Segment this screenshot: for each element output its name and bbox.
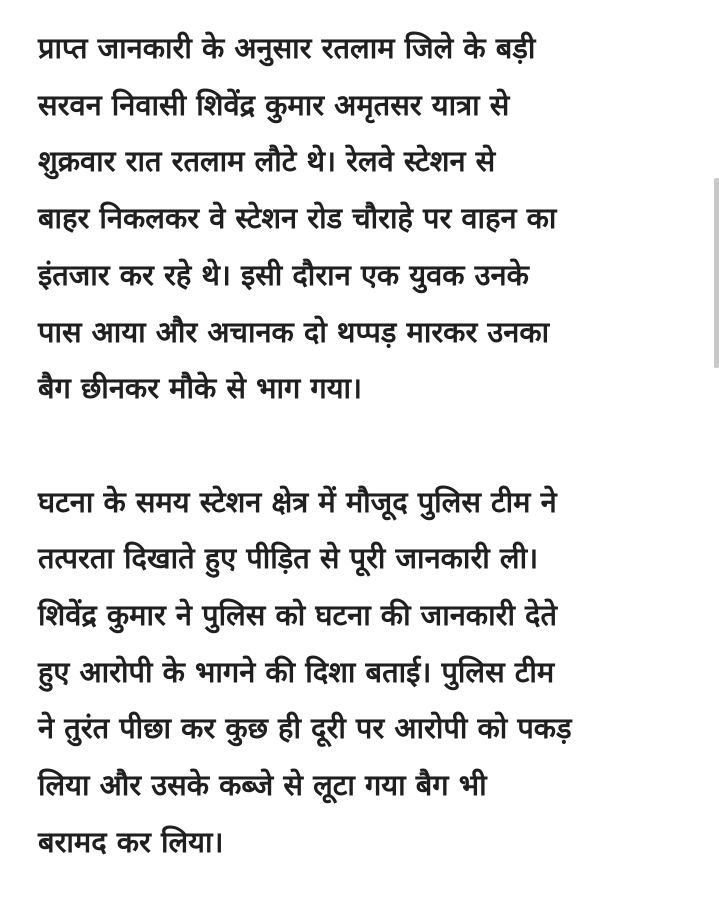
- paragraph-2-line-6: लिया और उसके कब्जे से लूटा गया बैग भी: [38, 768, 487, 803]
- article-paragraph-2: [38, 474, 688, 871]
- paragraph-1-line-3: शुक्रवार रात रतलाम लौटे थे। रेलवे स्टेशन से: [38, 144, 496, 179]
- paragraph-1-line-2: सरवन निवासी शिवेंद्र कुमार अमृतसर यात्रा से: [38, 87, 510, 122]
- paragraph-1-line-7: बैग छीनकर मौके से भाग गया।: [38, 371, 363, 406]
- paragraph-spacer: [38, 417, 688, 474]
- paragraph-2-line-1: घटना के समय स्टेशन क्षेत्र में मौजूद पुलिस टीम ने: [38, 484, 557, 519]
- paragraph-2-line-7: बरामद कर लिया।: [38, 824, 224, 859]
- article-body: [38, 20, 688, 871]
- paragraph-2-line-2: तत्परता दिखाते हुए पीड़ित से पूरी जानकारी ली।: [38, 541, 539, 576]
- paragraph-1-line-4: बाहर निकलकर वे स्टेशन रोड चौराहे पर वाहन का: [38, 201, 557, 236]
- paragraph-1-line-6: पास आया और अचानक दो थप्पड़ मारकर उनका: [38, 314, 550, 349]
- paragraph-1-line-1: प्राप्त जानकारी के अनुसार रतलाम जिले के बड़ी: [38, 31, 536, 65]
- paragraph-2-line-3: शिवेंद्र कुमार ने पुलिस को घटना की जानकारी देते: [38, 598, 557, 633]
- article-paragraph-1: [38, 20, 688, 417]
- scrollbar-thumb[interactable]: [714, 178, 719, 368]
- paragraph-1-line-5: इंतजार कर रहे थे। इसी दौरान एक युवक उनके: [38, 257, 529, 292]
- paragraph-2-line-5: ने तुरंत पीछा कर कुछ ही दूरी पर आरोपी को पकड़: [38, 711, 572, 746]
- paragraph-2-line-4: हुए आरोपी के भागने की दिशा बताई। पुलिस टीम: [38, 654, 555, 689]
